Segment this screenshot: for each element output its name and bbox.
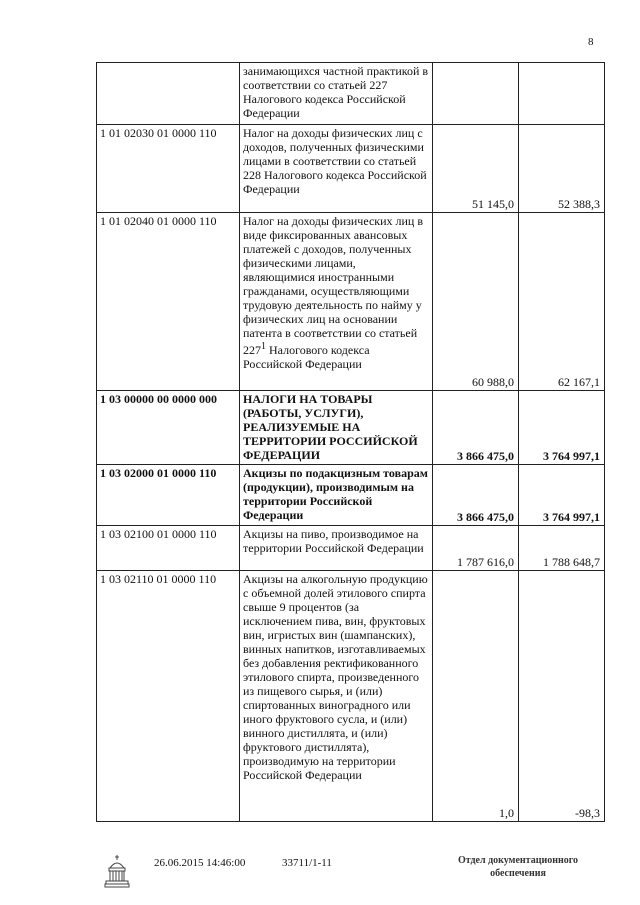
row-name-text: Налог на доходы физических лиц в виде фиксированных авансовых платежей с доходов, полученных физическими лицами, являющимися иностранными гражданами, осуществляющими трудовую деятельность по найму у физических лиц на основании патента в соответствии со статьей 227 [243, 214, 424, 357]
row-name: занимающихся частной практикой в соответствии со статьей 227 Налогового кодекса Российской Федерации [240, 63, 433, 125]
row-value-1: 51 145,0 [433, 125, 519, 213]
row-name: Акцизы по подакцизным товарам (продукции), производимым на территории Российской Федерации [240, 465, 433, 526]
row-value-1 [433, 63, 519, 125]
department-line-2: обеспечения [490, 868, 546, 879]
row-name: Налог на доходы физических лиц с доходов, полученных физическими лицами в соответствии со статьей 228 Налогового кодекса Российской Федерации [240, 125, 433, 213]
row-value-1: 3 866 475,0 [433, 391, 519, 465]
document-number: 33711/1-11 [282, 857, 332, 869]
page-number: 8 [588, 36, 594, 48]
row-code: 1 03 02100 01 0000 110 [97, 526, 240, 571]
row-value-2: 62 167,1 [519, 213, 605, 391]
row-value-2 [519, 63, 605, 125]
row-code: 1 03 00000 00 0000 000 [97, 391, 240, 465]
table-row [97, 571, 605, 822]
table-row [97, 526, 605, 571]
budget-table [96, 62, 605, 822]
row-value-1: 1,0 [433, 571, 519, 822]
row-value-1: 60 988,0 [433, 213, 519, 391]
row-name: Акцизы на алкогольную продукцию с объемной долей этилового спирта свыше 9 процентов (за исключением пива, вин, фруктовых вин, игристых вин (шампанских), винных напитков, изготавливаемых без добавления ректификованного этилового спирта, произведенного из пищевого сырья, и (или) спиртованных виноградного или иного фруктового сусла, и (или) винного дистиллята, и (или) фруктового дистиллята), производимую на территории Российской Федерации [240, 571, 433, 822]
department-stamp [448, 854, 588, 880]
table-row [97, 213, 605, 391]
row-value-2: 3 764 997,1 [519, 391, 605, 465]
row-value-1: 3 866 475,0 [433, 465, 519, 526]
row-name [240, 213, 433, 391]
table-row [97, 125, 605, 213]
row-value-2: 52 388,3 [519, 125, 605, 213]
row-name: Акцизы на пиво, производимое на территории Российской Федерации [240, 526, 433, 571]
row-code: 1 03 02000 01 0000 110 [97, 465, 240, 526]
row-value-1: 1 787 616,0 [433, 526, 519, 571]
footer [0, 850, 640, 905]
row-name-text-tail: Налогового кодекса Российской Федерации [243, 343, 370, 371]
row-code [97, 63, 240, 125]
row-code: 1 03 02110 01 0000 110 [97, 571, 240, 822]
row-code: 1 01 02040 01 0000 110 [97, 213, 240, 391]
row-name: НАЛОГИ НА ТОВАРЫ (РАБОТЫ, УСЛУГИ), РЕАЛИЗУЕМЫЕ НА ТЕРРИТОРИИ РОССИЙСКОЙ ФЕДЕРАЦИИ [240, 391, 433, 465]
row-value-2: 3 764 997,1 [519, 465, 605, 526]
table-row [97, 391, 605, 465]
print-timestamp: 26.06.2015 14:46:00 [154, 857, 246, 869]
row-code: 1 01 02030 01 0000 110 [97, 125, 240, 213]
duma-logo-icon [103, 854, 131, 890]
department-line-1: Отдел документационного [457, 855, 579, 866]
row-value-2: -98,3 [519, 571, 605, 822]
footnote-superscript: 1 [261, 341, 266, 352]
table-row [97, 465, 605, 526]
table-row [97, 63, 605, 125]
row-value-2: 1 788 648,7 [519, 526, 605, 571]
